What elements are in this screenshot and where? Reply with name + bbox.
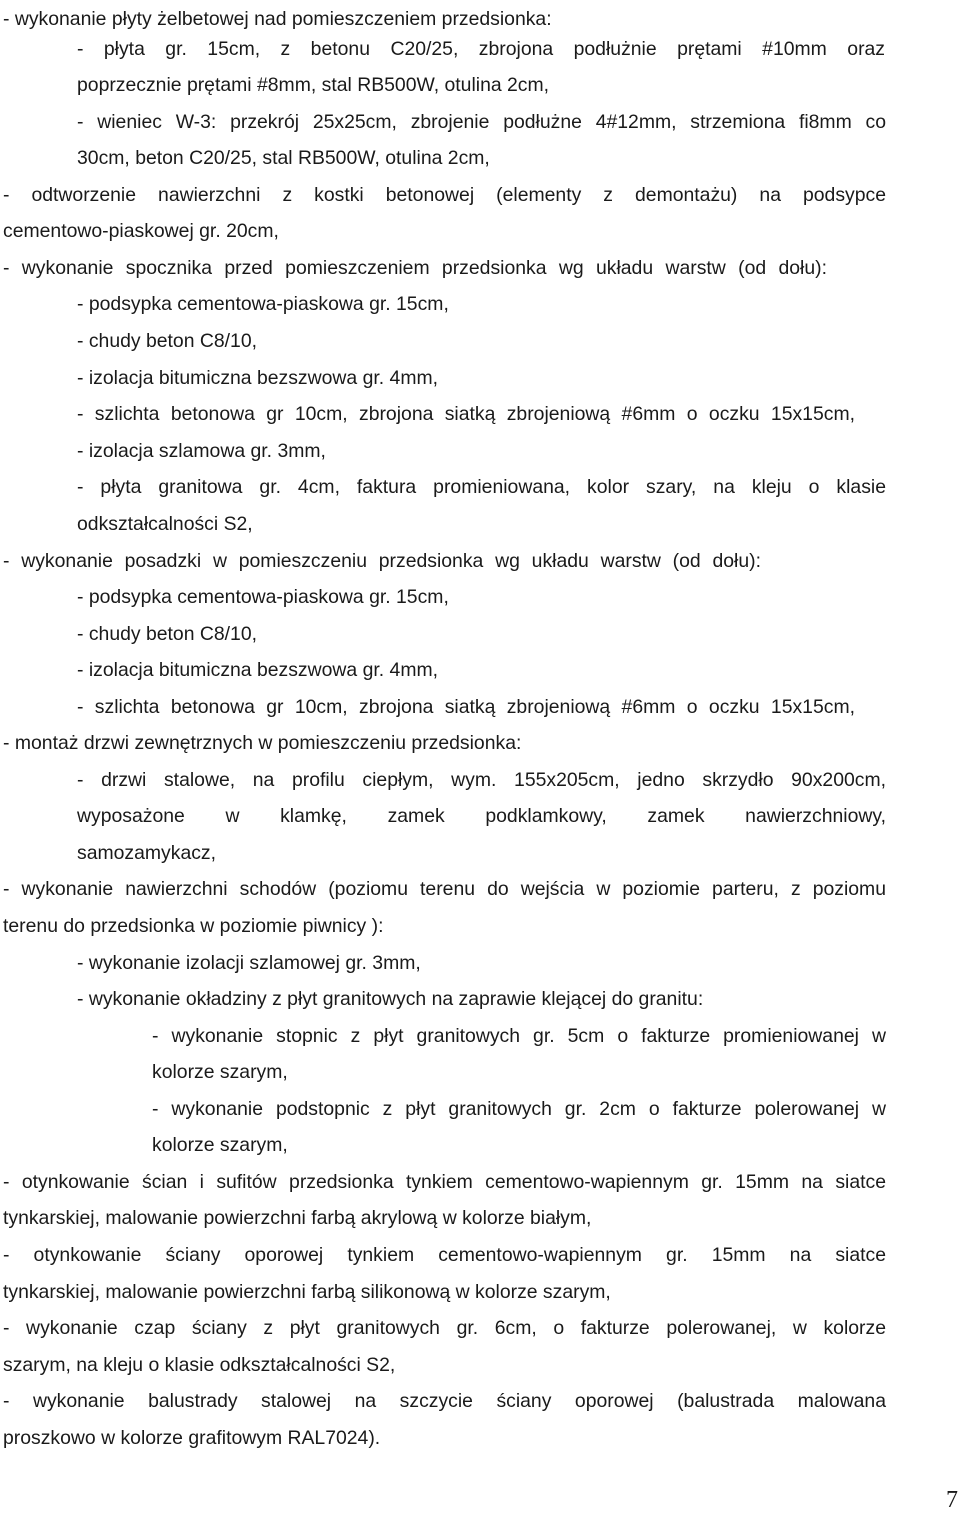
text-line: odkształcalności S2,	[77, 513, 253, 535]
text-line: - wykonanie posadzki w pomieszczeniu przedsionka wg układu warstw (od dołu):	[3, 550, 761, 572]
text-line: - drzwi stalowe, na profilu ciepłym, wym. 155x205cm, jedno skrzydło 90x200cm,	[77, 769, 886, 791]
text-line: - izolacja szlamowa gr. 3mm,	[77, 440, 326, 462]
text-line: - izolacja bitumiczna bezszwowa gr. 4mm,	[77, 659, 439, 681]
text-line: - wykonanie spocznika przed pomieszczeniem przedsionka wg układu warstw (od dołu):	[3, 257, 827, 279]
page-number: 7	[946, 1487, 958, 1513]
text-line: - szlichta betonowa gr 10cm, zbrojona siatką zbrojeniową #6mm o oczku 15x15cm,	[77, 696, 855, 718]
text-line: proszkowo w kolorze grafitowym RAL7024).	[3, 1427, 381, 1449]
text-line: - wykonanie nawierzchni schodów (poziomu terenu do wejścia w poziomie parteru, z poziomu	[3, 878, 886, 900]
text-line: - szlichta betonowa gr 10cm, zbrojona siatką zbrojeniową #6mm o oczku 15x15cm,	[77, 403, 855, 425]
text-line: - podsypka cementowa-piaskowa gr. 15cm,	[77, 293, 449, 315]
text-line: kolorze szarym,	[152, 1134, 288, 1156]
text-line: - montaż drzwi zewnętrznych w pomieszczeniu przedsionka:	[3, 732, 522, 754]
text-line: tynkarskiej, malowanie powierzchni farbą silikonową w kolorze szarym,	[3, 1281, 611, 1303]
text-line: - wykonanie balustrady stalowej na szczycie ściany oporowej (balustrada malowana	[3, 1390, 886, 1412]
text-line: - otynkowanie ścian i sufitów przedsionka tynkiem cementowo-wapiennym gr. 15mm na siatce	[3, 1171, 886, 1193]
text-line: - otynkowanie ściany oporowej tynkiem cementowo-wapiennym gr. 15mm na siatce	[3, 1244, 886, 1266]
text-line: szarym, na kleju o klasie odkształcalności S2,	[3, 1354, 396, 1376]
text-line: - płyta granitowa gr. 4cm, faktura promieniowana, kolor szary, na kleju o klasie	[77, 476, 886, 498]
text-line: cementowo-piaskowej gr. 20cm,	[3, 220, 279, 242]
text-line: terenu do przedsionka w poziomie piwnicy ):	[3, 915, 384, 937]
text-line: - wieniec W-3: przekrój 25x25cm, zbrojenie podłużne 4#12mm, strzemiona fi8mm co	[77, 111, 886, 133]
text-line: - wykonanie podstopnic z płyt granitowych gr. 2cm o fakturze polerowanej w	[152, 1098, 886, 1120]
text-line: - chudy beton C8/10,	[77, 330, 258, 352]
text-line: poprzecznie prętami #8mm, stal RB500W, otulina 2cm,	[77, 74, 550, 96]
text-line: - płyta gr. 15cm, z betonu C20/25, zbrojona podłużnie prętami #10mm oraz	[77, 38, 885, 60]
text-line: - podsypka cementowa-piaskowa gr. 15cm,	[77, 586, 449, 608]
text-line: - odtworzenie nawierzchni z kostki betonowej (elementy z demontażu) na podsypce	[3, 184, 886, 206]
text-line: - wykonanie okładziny z płyt granitowych na zaprawie klejącej do granitu:	[77, 988, 704, 1010]
text-line: tynkarskiej, malowanie powierzchni farbą akrylową w kolorze białym,	[3, 1207, 592, 1229]
text-line: - chudy beton C8/10,	[77, 623, 258, 645]
text-line: - wykonanie płyty żelbetowej nad pomieszczeniem przedsionka:	[3, 8, 552, 30]
text-line: 30cm, beton C20/25, stal RB500W, otulina 2cm,	[77, 147, 490, 169]
text-line: wyposażone w klamkę, zamek podklamkowy, zamek nawierzchniowy,	[77, 805, 886, 827]
text-line: samozamykacz,	[77, 842, 217, 864]
text-line: kolorze szarym,	[152, 1061, 288, 1083]
text-line: - wykonanie czap ściany z płyt granitowych gr. 6cm, o fakturze polerowanej, w kolorze	[3, 1317, 886, 1339]
text-line: - izolacja bitumiczna bezszwowa gr. 4mm,	[77, 367, 439, 389]
text-line: - wykonanie stopnic z płyt granitowych gr. 5cm o fakturze promieniowanej w	[152, 1025, 886, 1047]
text-line: - wykonanie izolacji szlamowej gr. 3mm,	[77, 952, 421, 974]
